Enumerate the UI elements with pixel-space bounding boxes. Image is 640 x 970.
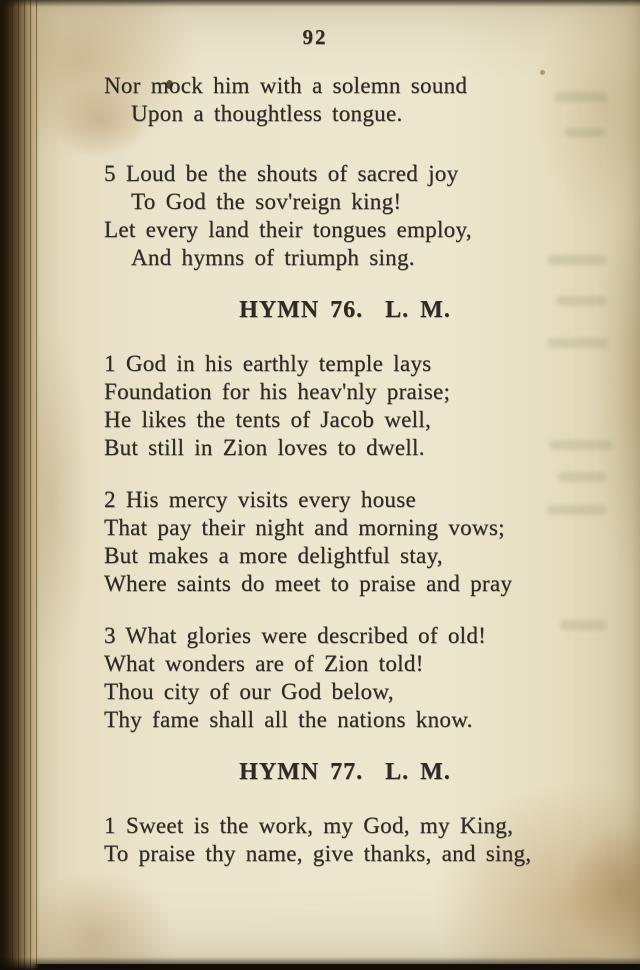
hymn-line: 1 Sweet is the work, my God, my King, xyxy=(104,813,514,838)
stanza-hymn77-1 xyxy=(104,812,622,868)
page-number: 92 xyxy=(302,25,328,49)
hymn-line: What wonders are of Zion told! xyxy=(104,651,424,676)
hymn-line: Thou city of our God below, xyxy=(104,679,394,704)
stanza-2 xyxy=(104,486,622,598)
hymn-line: 5 Loud be the shouts of sacred joy xyxy=(104,161,459,186)
hymn-line: Nor mock him with a solemn sound xyxy=(104,73,468,98)
hymn-line: He likes the tents of Jacob well, xyxy=(104,407,432,432)
hymn-line: Upon a thoughtless tongue. xyxy=(131,101,403,126)
hymn-line: Where saints do meet to praise and pray xyxy=(104,571,513,596)
hymn-line: Thy fame shall all the nations know. xyxy=(104,707,473,732)
hymn-line: That pay their night and morning vows; xyxy=(104,515,505,540)
stanza-continuation xyxy=(104,72,622,128)
hymn-line: Foundation for his heav'nly praise; xyxy=(104,379,451,404)
hymn-line: 2 His mercy visits every house xyxy=(104,487,416,512)
stanza-1 xyxy=(104,350,622,462)
hymn-76-heading: HYMN 76. L. M. xyxy=(239,297,451,323)
hymn-line: To praise thy name, give thanks, and sing, xyxy=(104,841,532,866)
hymn-line: 1 God in his earthly temple lays xyxy=(104,351,432,376)
hymn-77-heading: HYMN 77. L. M. xyxy=(239,759,451,785)
hymn-line: But still in Zion loves to dwell. xyxy=(104,435,425,460)
stanza-3 xyxy=(104,622,622,734)
stanza-5 xyxy=(104,160,622,272)
hymn-line: To God the sov'reign king! xyxy=(131,189,402,214)
page-content xyxy=(104,0,622,892)
hymn-line: Let every land their tongues employ, xyxy=(104,217,472,242)
hymn-line: And hymns of triumph sing. xyxy=(131,245,415,270)
hymn-line: 3 What glories were described of old! xyxy=(104,623,487,648)
page-bottom-edge xyxy=(0,957,640,970)
book-spine-edge xyxy=(0,0,40,970)
hymn-line: But makes a more delightful stay, xyxy=(104,543,443,568)
